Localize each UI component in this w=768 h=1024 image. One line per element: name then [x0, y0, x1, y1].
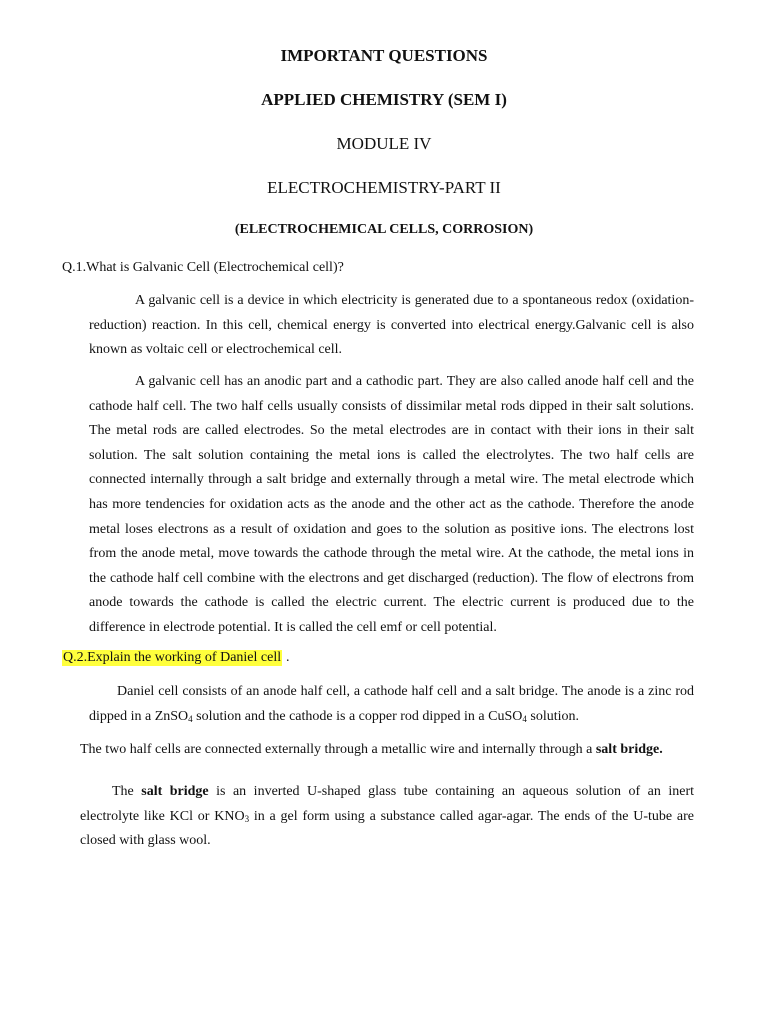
q2-p3-part-b: solution and the cathode is a copper rod dipped in a CuSO	[192, 708, 523, 724]
q2-p4-bold: salt bridge.	[595, 742, 663, 757]
subscript-4b: 4	[522, 713, 527, 724]
title-module: MODULE IV	[336, 134, 432, 153]
q2-answer-paragraph-1	[89, 680, 694, 729]
q2-answer-paragraph-3	[80, 780, 694, 854]
question-2-period: .	[286, 650, 290, 665]
q2-p4-text: The two half cells are connected externally through a metallic wire and internally through a	[80, 742, 596, 757]
title-subtopic: (ELECTROCHEMICAL CELLS, CORROSION)	[234, 222, 534, 237]
q2-p5-bold: salt bridge	[141, 784, 209, 799]
q2-p5-part-c: in a gel form using a substance called agar-agar. The ends of the U-tube are closed with glass wool.	[80, 808, 694, 849]
q1-para2-text: A galvanic cell has an anodic part and a cathodic part. They are also called anode half cell and the cathode half cell. The two half cells usually consists of dissimilar metal rods dipped in their salt solutions. The metal rods are called electrodes. So the metal electrodes are in contact with their ions in their salt solution. The salt solution containing the metal ions is called the electrolytes. The two half cells are connected internally through a salt bridge and externally through a metal wire. The metal electrode which has more tendencies for oxidation acts as the anode and the other act as the cathode. Therefore the anode metal loses electrons as a result of oxidation and goes to the solution as positive ions. The electrons lost from the anode metal, move towards the cathode through the metal wire. At the cathode, the metal ions in the cathode half cell combine with the electrons and get discharged (reduction). The flow of electrons from anode towards the cathode is called the electric current. The electric current is produced due to the difference in electrode potential. It is called the cell emf or cell potential.	[89, 374, 694, 635]
subscript-3: 3	[244, 813, 250, 824]
q2-p5-part-a: The	[112, 784, 142, 799]
question-2-text: Q.2.Explain the working of Daniel cell	[63, 650, 282, 665]
question-1: Q.1.What is Galvanic Cell (Electrochemical cell)?	[62, 260, 344, 275]
title-important-questions: IMPORTANT QUESTIONS	[280, 46, 488, 65]
question-2-highlighted	[62, 650, 282, 666]
q2-p3-part-c: solution.	[526, 708, 579, 724]
q1-para1-text: A galvanic cell is a device in which electricity is generated due to a spontaneous redox (oxidation-reduction) reaction. In this cell, chemical energy is converted into electrical energy.Galvanic cell is also known as voltaic cell or electrochemical cell.	[89, 293, 694, 358]
subscript-4a: 4	[188, 713, 193, 724]
q1-answer-paragraph-1	[89, 289, 694, 363]
q2-p5-part-b: is an inverted U-shaped glass tube containing an aqueous solution of an inert electrolyte like KCl or KNO	[80, 784, 695, 824]
title-course: APPLIED CHEMISTRY (SEM I)	[261, 90, 507, 109]
q2-answer-paragraph-2	[80, 742, 663, 758]
q2-p3-part-a: Daniel cell consists of an anode half cell, a cathode half cell and a salt bridge. The anode is a zinc rod dipped in a ZnSO	[89, 684, 694, 724]
q1-answer-paragraph-2	[89, 370, 694, 641]
title-topic: ELECTROCHEMISTRY-PART II	[267, 178, 501, 197]
